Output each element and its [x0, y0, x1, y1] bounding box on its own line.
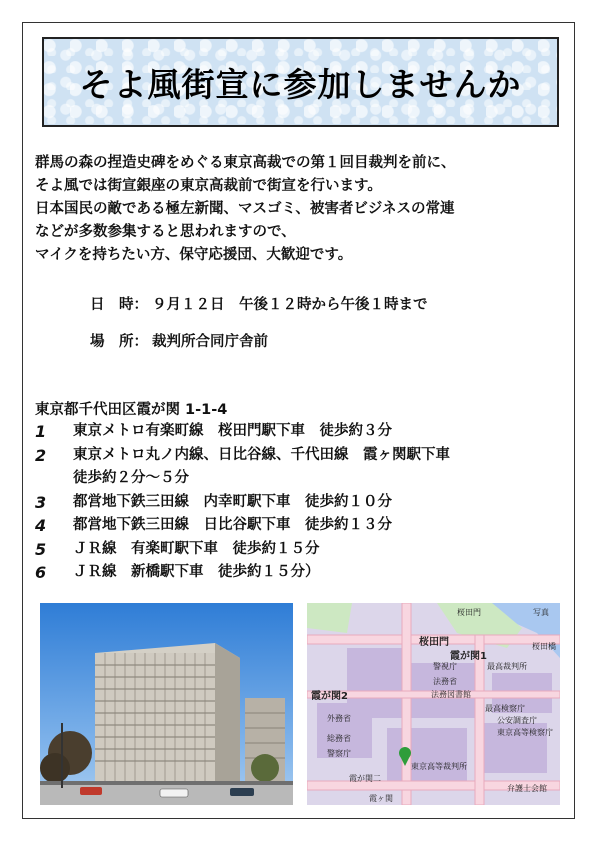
access-list: [35, 420, 575, 585]
map-label: 桜田門: [419, 637, 449, 648]
date-value: ９月１２日 午後１２時から午後１時まで: [152, 297, 428, 313]
map-label: 東京高等検察庁: [497, 728, 553, 737]
list-item: [35, 420, 575, 444]
map-label: 霞ヶ関: [369, 794, 393, 803]
list-item: [35, 538, 575, 562]
intro-line: マイクを持ちたい方、保守応援団、大歓迎です。: [35, 247, 353, 263]
map-label: 公安調査庁: [497, 716, 537, 725]
access-text: ＪＲ線 有楽町駅下車 徒歩約１５分: [73, 540, 320, 557]
access-text: 東京メトロ有楽町線 桜田門駅下車 徒歩約３分: [73, 423, 392, 439]
access-number: 3: [35, 492, 47, 512]
access-map[interactable]: [307, 603, 560, 805]
courthouse-photo: [40, 603, 293, 805]
map-label: 法務省: [433, 677, 457, 686]
access-number: 2: [35, 445, 47, 465]
date-label: 日 時：: [90, 297, 148, 313]
map-label: 総務省: [327, 734, 351, 743]
map-label: 警視庁: [433, 662, 457, 671]
map-label: 東京高等裁判所: [411, 762, 467, 771]
access-text: 徒歩約２分～５分: [73, 470, 189, 486]
map-label: 最高裁判所: [487, 662, 527, 671]
access-number: 4: [35, 516, 47, 535]
access-number: 1: [35, 422, 47, 441]
map-label: 警察庁: [327, 749, 351, 758]
list-item: [35, 514, 575, 538]
intro-line: そよ風では街宣銀座の東京高裁前で街宣を行います。: [35, 178, 382, 194]
event-place-row: [90, 330, 268, 351]
map-label: 弁護士会館: [507, 784, 547, 793]
access-number: 6: [35, 563, 47, 582]
event-date-row: [90, 293, 428, 314]
list-item: [35, 561, 575, 585]
map-label: 桜田橋: [532, 642, 556, 651]
map-label: 最高検察庁: [485, 704, 525, 713]
access-text: 都営地下鉄三田線 内幸町駅下車 徒歩約１０分: [73, 493, 392, 510]
intro-line: 群馬の森の捏造史碑をめぐる東京高裁での第１回目裁判を前に、: [35, 155, 456, 171]
list-item: [35, 444, 575, 468]
access-text: 東京メトロ丸ノ内線、日比谷線、千代田線 霞ヶ関駅下車: [73, 446, 450, 463]
map-label: 霞が関2: [311, 691, 348, 702]
place-value: 裁判所合同庁舎前: [152, 334, 268, 350]
map-label: 法務図書館: [431, 690, 471, 699]
map-label: 外務省: [327, 714, 351, 723]
address: 東京都千代田区霞が関 1-1-4: [35, 402, 228, 418]
access-text: ＪＲ線 新橋駅下車 徒歩約１５分）: [73, 564, 320, 580]
intro-line: などが多数参集すると思われますので、: [35, 224, 296, 240]
page-title: そよ風街宣に参加しませんか: [79, 64, 522, 104]
map-label: 霞が関1: [450, 651, 487, 662]
intro-text: [35, 152, 570, 267]
place-label: 場 所：: [90, 334, 148, 350]
list-item-continuation: [35, 467, 575, 491]
map-label: 写真: [533, 608, 549, 617]
title-banner: [42, 37, 559, 127]
courthouse-illustration: [40, 603, 293, 805]
list-item: [35, 491, 575, 515]
intro-line: 日本国民の敵である極左新聞、マスゴミ、被害者ビジネスの常連: [35, 201, 455, 217]
map-label: 桜田門: [457, 608, 481, 617]
access-text: 都営地下鉄三田線 日比谷駅下車 徒歩約１３分: [73, 517, 392, 533]
access-number: 5: [35, 539, 47, 559]
map-label: 霞が関二: [349, 774, 381, 783]
